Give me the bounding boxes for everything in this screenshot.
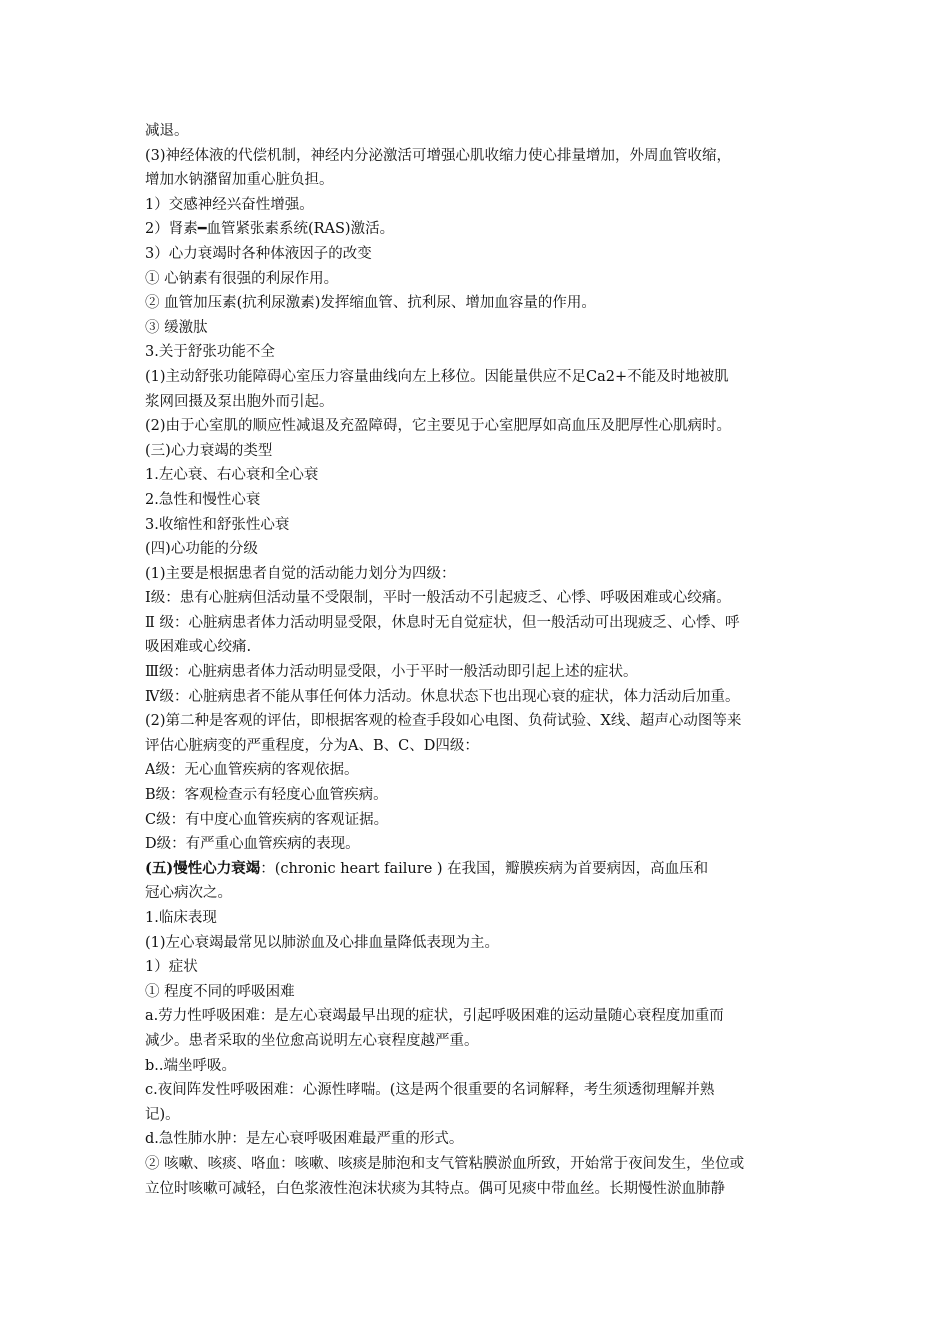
text-line: 冠心病次之。 <box>145 885 232 902</box>
text-line: 减少。患者采取的坐位愈高说明左心衰程度越严重。 <box>145 1032 479 1049</box>
text-line: 1.左心衰、右心衰和全心衰 <box>145 467 319 484</box>
text-line: 1）症状 <box>145 959 198 976</box>
document-body <box>145 119 825 1201</box>
text-line: (2)由于心室肌的顺应性减退及充盈障碍，它主要见于心室肥厚如高血压及肥厚性心肌病时。 <box>145 418 732 435</box>
text-line: D级：有严重心血管疾病的表现。 <box>145 836 360 853</box>
text-line: 2.急性和慢性心衰 <box>145 491 261 508</box>
text-line: (3)神经体液的代偿机制，神经内分泌激活可增强心肌收缩力使心排量增加，外周血管收缩， <box>145 147 732 164</box>
text-line: 减退。 <box>145 123 189 139</box>
text-line: Ⅱ 级：心脏病患者体力活动明显受限，休息时无自觉症状，但一般活动可出现疲乏、心悸、呼 <box>145 614 740 631</box>
section-heading: 1.临床表现 <box>145 910 217 926</box>
text-line: ① 程度不同的呼吸困难 <box>145 983 295 1000</box>
text-line: Ⅲ级：心脏病患者体力活动明显受限，小于平时一般活动即引起上述的症状。 <box>145 664 638 681</box>
text-line: A级：无心血管疾病的客观依据。 <box>145 762 359 779</box>
text-line: 吸困难或心绞痛. <box>145 639 252 656</box>
text-line: 1）交感神经兴奋性增强。 <box>145 196 314 213</box>
text-line: (1)主要是根据患者自觉的活动能力划分为四级： <box>145 565 456 582</box>
text-line: 评估心脏病变的严重程度，分为A、B、C、D四级： <box>145 737 479 754</box>
text-line: (1)左心衰竭最常见以肺淤血及心排血量降低表现为主。 <box>145 934 500 951</box>
text-line: c.夜间阵发性呼吸困难：心源性哮喘。(这是两个很重要的名词解释，考生须透彻理解并熟 <box>145 1082 715 1099</box>
text-line: Ⅳ级：心脏病患者不能从事任何体力活动。休息状态下也出现心衰的症状，体力活动后加重。 <box>145 688 740 705</box>
text-line: 增加水钠潴留加重心脏负担。 <box>145 172 334 189</box>
text-line: Ⅰ级：患有心脏病但活动量不受限制，平时一般活动不引起疲乏、心悸、呼吸困难或心绞痛。 <box>145 590 731 607</box>
text-line: ② 咳嗽、咳痰、咯血：咳嗽、咳痰是肺泡和支气管粘膜淤血所致，开始常于夜间发生，坐位或 <box>145 1155 745 1172</box>
text-line: C级：有中度心血管疾病的客观证据。 <box>145 811 389 828</box>
text-line: 2）肾素━血管紧张素系统(RAS)激活。 <box>145 221 395 238</box>
section-heading: (四)心功能的分级 <box>145 541 258 558</box>
heading-bold-text: (五)慢性心力衰竭 <box>145 859 261 877</box>
section-heading: 3.关于舒张功能不全 <box>145 344 275 361</box>
text-line: 3）心力衰竭时各种体液因子的改变 <box>145 245 372 262</box>
text-line: (1)主动舒张功能障碍心室压力容量曲线向左上移位。因能量供应不足Ca2+不能及时地被肌 <box>145 368 729 385</box>
text-line: b..端坐呼吸。 <box>145 1057 236 1074</box>
section-heading: (三)心力衰竭的类型 <box>145 442 273 459</box>
text-line: ① 心钠素有很强的利尿作用。 <box>145 270 339 287</box>
text-line: 立位时咳嗽可减轻，白色浆液性泡沫状痰为其特点。偶可见痰中带血丝。长期慢性淤血肺静 <box>145 1180 725 1197</box>
text-line: 浆网回摄及泵出胞外而引起。 <box>145 393 334 410</box>
text-line: (2)第二种是客观的评估，即根据客观的检查手段如心电图、负荷试验、X线、超声心动图等来 <box>145 713 742 730</box>
text-line: ② 血管加压素(抗利尿激素)发挥缩血管、抗利尿、增加血容量的作用。 <box>145 295 596 312</box>
text-line: 记)。 <box>145 1106 180 1123</box>
text-line: 3.收缩性和舒张性心衰 <box>145 516 290 533</box>
text-line: ③ 缓激肽 <box>145 319 208 336</box>
text-line: d.急性肺水肿：是左心衰呼吸困难最严重的形式。 <box>145 1131 464 1148</box>
text-line: a.劳力性呼吸困难：是左心衰竭最早出现的症状，引起呼吸困难的运动量随心衰程度加重而 <box>145 1008 724 1025</box>
text-line: B级：客观检查示有轻度心血管疾病。 <box>145 787 388 804</box>
heading-rest-text: ：(chronic heart failure ) 在我国，瓣膜疾病为首要病因，高血压和 <box>260 860 709 877</box>
section-heading-chronic-heart-failure <box>145 857 825 882</box>
